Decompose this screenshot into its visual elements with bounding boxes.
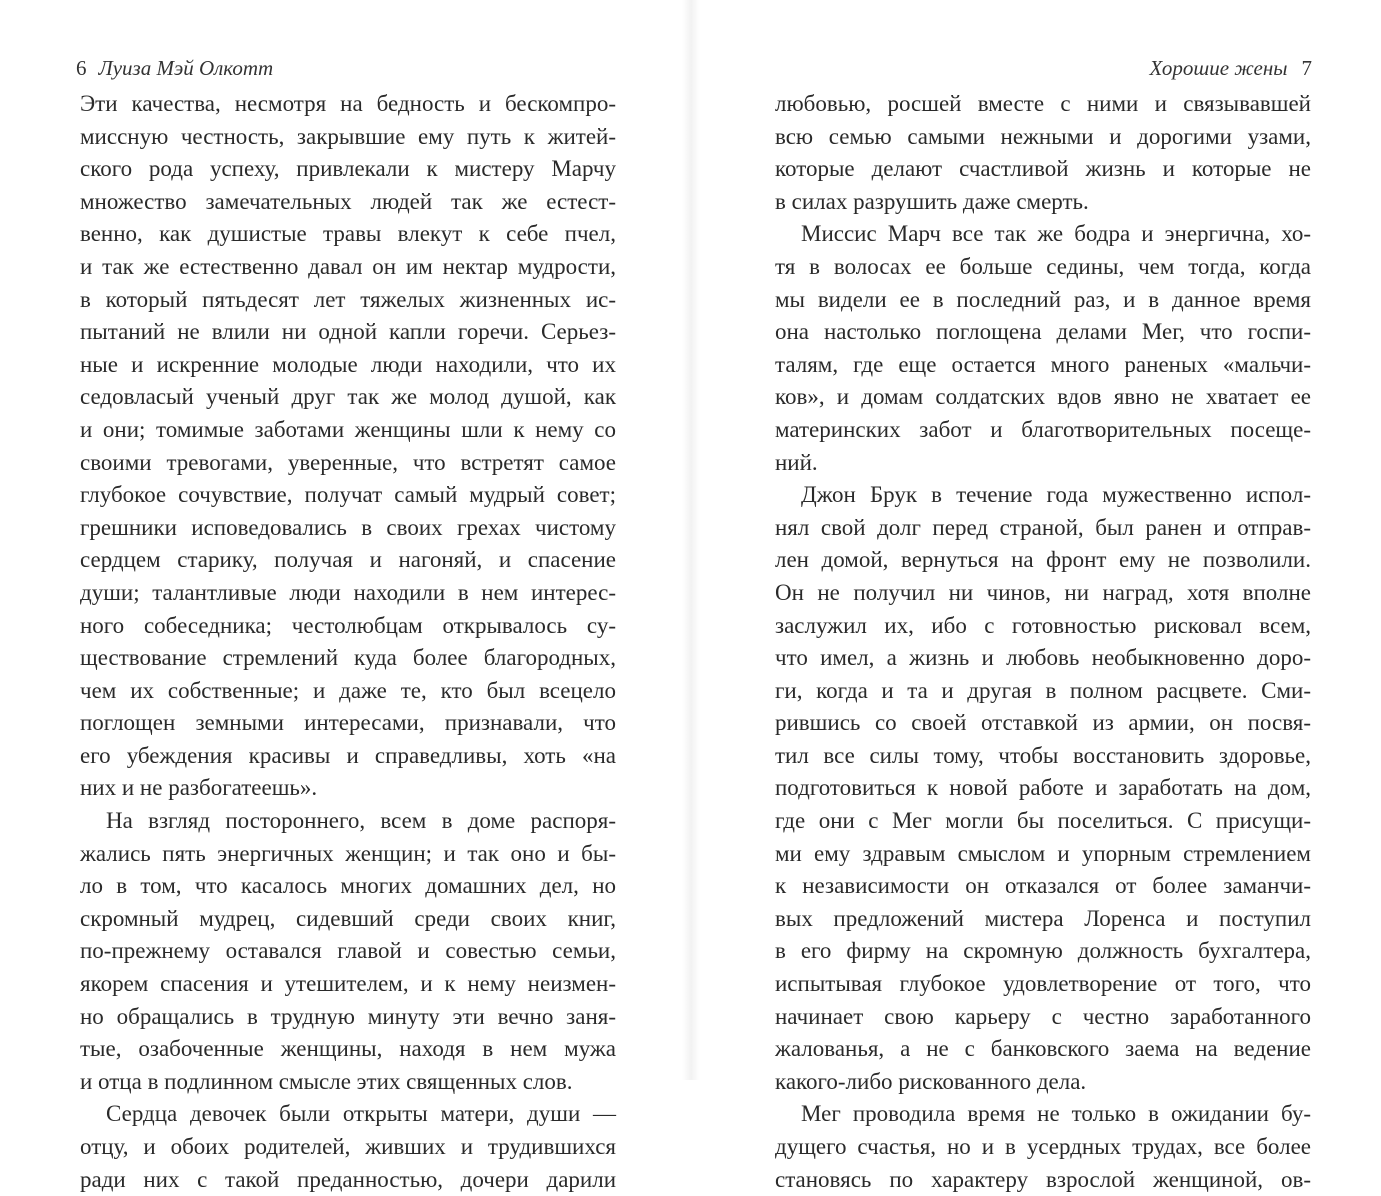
text-line: становясь по характеру взрослой женщиной, ов- bbox=[775, 1166, 1311, 1192]
text-line: седовласый ученый друг так же молод душой, как bbox=[80, 384, 616, 410]
text-line: к независимости он отказался от более заманчи- bbox=[775, 873, 1311, 899]
text-line: Он не получил ни чинов, ни наград, хотя вполне bbox=[775, 579, 1311, 605]
text-line: которые делают счастливой жизнь и которые не bbox=[775, 156, 1311, 182]
text-line: дущего счастья, но и в усердных трудах, все более bbox=[775, 1134, 1311, 1159]
left-page bbox=[0, 0, 690, 1192]
text-line: грешники исповедовались в своих грехах чистому bbox=[80, 514, 616, 540]
text-line: всю семью самыми нежными и дорогими узами, bbox=[775, 123, 1311, 149]
text-line: тя в волосах ее больше седины, чем тогда, когда bbox=[775, 253, 1311, 279]
text-line: ло в том, что касалось многих домашних дел, но bbox=[80, 873, 616, 899]
text-line: ные и искренние молодые люди находили, что их bbox=[80, 351, 616, 377]
text-line: Сердца девочек были открыты матери, души — bbox=[106, 1101, 616, 1127]
text-line: талям, где еще остается много раненых «мальчи- bbox=[775, 351, 1311, 377]
text-line: них и не разбогатеешь». bbox=[80, 775, 318, 801]
text-line: ний. bbox=[775, 449, 818, 475]
text-line: пытаний не влили ни одной капли горечи. Серьез- bbox=[80, 319, 616, 345]
text-line: какого-либо рискованного дела. bbox=[775, 1068, 1087, 1094]
text-line: рившись со своей отставкой из армии, он посвя- bbox=[775, 710, 1311, 736]
text-line: сердцем старику, получая и нагоняй, и спасение bbox=[80, 547, 616, 573]
text-line: Миссис Марч все так же бодра и энергична, хо- bbox=[801, 221, 1311, 247]
text-line: и отца в подлинном смысле этих священных слов. bbox=[80, 1068, 573, 1094]
text-line: по-прежнему оставался главой и совестью семьи, bbox=[80, 938, 616, 964]
left-page-text bbox=[80, 88, 616, 1196]
text-line: что имел, а жизнь и любовь необыкновенно доро- bbox=[775, 645, 1311, 671]
text-line: венно, как душистые травы влекут к себе пчел, bbox=[80, 221, 616, 247]
text-line: тые, озабоченные женщины, находя в нем мужа bbox=[80, 1036, 616, 1062]
text-line: чем их собственные; и даже те, кто был всецело bbox=[80, 677, 616, 703]
text-line: своими тревогами, уверенные, что встретят самое bbox=[80, 449, 616, 475]
text-line: но обращались в трудную минуту эти вечно заня- bbox=[80, 1003, 616, 1029]
text-line: заслужил их, ибо с готовностью рисковал всем, bbox=[775, 612, 1311, 638]
right-page bbox=[690, 0, 1381, 1192]
left-page-number: 6 bbox=[76, 56, 87, 80]
text-line: ги, когда и та и другая в полном расцвете. Сми- bbox=[775, 677, 1311, 703]
text-line: в его фирму на скромную должность бухгалтера, bbox=[775, 938, 1311, 964]
text-line: материнских забот и благотворительных посеще- bbox=[775, 416, 1311, 442]
text-line: Мег проводила время не только в ожидании бу- bbox=[801, 1101, 1311, 1127]
right-page-number: 7 bbox=[1301, 56, 1312, 80]
text-line: души; талантливые люди находили в нем интерес- bbox=[80, 579, 616, 605]
text-line: множество замечательных людей так же естест- bbox=[80, 188, 616, 214]
text-line: ного собеседника; честолюбцам открывалось су- bbox=[80, 612, 616, 638]
text-line: его убеждения красивы и справедливы, хоть «на bbox=[80, 742, 616, 768]
text-line: испытывая глубокое удовлетворение от того, что bbox=[775, 971, 1311, 997]
text-line: любовью, росшей вместе с ними и связывавшей bbox=[775, 91, 1311, 116]
text-line: На взгляд постороннего, всем в доме распоря- bbox=[106, 808, 616, 834]
text-line: нял свой долг перед страной, был ранен и отправ- bbox=[775, 514, 1311, 540]
text-line: ского рода успеху, привлекали к мистеру Марчу bbox=[80, 156, 616, 182]
text-line: где они с Мег могли бы поселиться. С присущи- bbox=[775, 808, 1311, 834]
text-line: скромный мудрец, сидевший среди своих книг, bbox=[80, 905, 616, 931]
text-line: тил все силы тому, чтобы восстановить здоровье, bbox=[775, 742, 1311, 768]
text-line: она настолько поглощена делами Мег, что госпи- bbox=[775, 319, 1311, 345]
text-line: лен домой, вернуться на фронт ему не позволили. bbox=[775, 547, 1311, 573]
text-line: отцу, и обоих родителей, живших и трудившихся bbox=[80, 1134, 616, 1159]
text-line: и они; томимые заботами женщины шли к нему со bbox=[80, 416, 616, 442]
text-line: вых предложений мистера Лоренса и поступил bbox=[775, 905, 1311, 931]
text-line: в силах разрушить даже смерть. bbox=[775, 188, 1089, 214]
right-page-header bbox=[1149, 56, 1312, 81]
text-line: ми ему здравым смыслом и упорным стремлением bbox=[775, 840, 1311, 866]
text-line: ществование стремлений куда более благородных, bbox=[80, 645, 616, 671]
left-running-head: Луиза Мэй Олкотт bbox=[98, 56, 274, 80]
text-line: жалованья, а не с банковского заема на ведение bbox=[775, 1036, 1311, 1062]
text-line: и так же естественно давал он им нектар мудрости, bbox=[80, 253, 616, 279]
text-line: жались пять энергичных женщин; и так оно и бы- bbox=[80, 840, 616, 866]
text-line: ради них с такой преданностью, дочери дарили bbox=[80, 1166, 616, 1192]
text-line: поглощен земными интересами, признавали, что bbox=[80, 710, 616, 736]
text-line: в который пятьдесят лет тяжелых жизненных ис- bbox=[80, 286, 616, 312]
right-running-head: Хорошие жены bbox=[1149, 56, 1288, 80]
left-page-header bbox=[76, 56, 273, 81]
text-line: ков», и домам солдатских вдов явно не хватает ее bbox=[775, 384, 1311, 410]
text-line: глубокое сочувствие, получат самый мудрый совет; bbox=[80, 482, 616, 508]
text-line: якорем спасения и утешителем, и к нему неизмен- bbox=[80, 971, 616, 997]
text-line: Эти качества, несмотря на бедность и бескомпро- bbox=[80, 91, 616, 116]
right-page-text bbox=[775, 88, 1311, 1196]
text-line: миссную честность, закрывшие ему путь к житей- bbox=[80, 123, 616, 149]
text-line: начинает свою карьеру с честно заработанного bbox=[775, 1003, 1311, 1029]
text-line: Джон Брук в течение года мужественно испол- bbox=[801, 482, 1311, 508]
text-line: подготовиться к новой работе и заработать на дом, bbox=[775, 775, 1311, 801]
text-line: мы видели ее в последний раз, и в данное время bbox=[775, 286, 1311, 312]
